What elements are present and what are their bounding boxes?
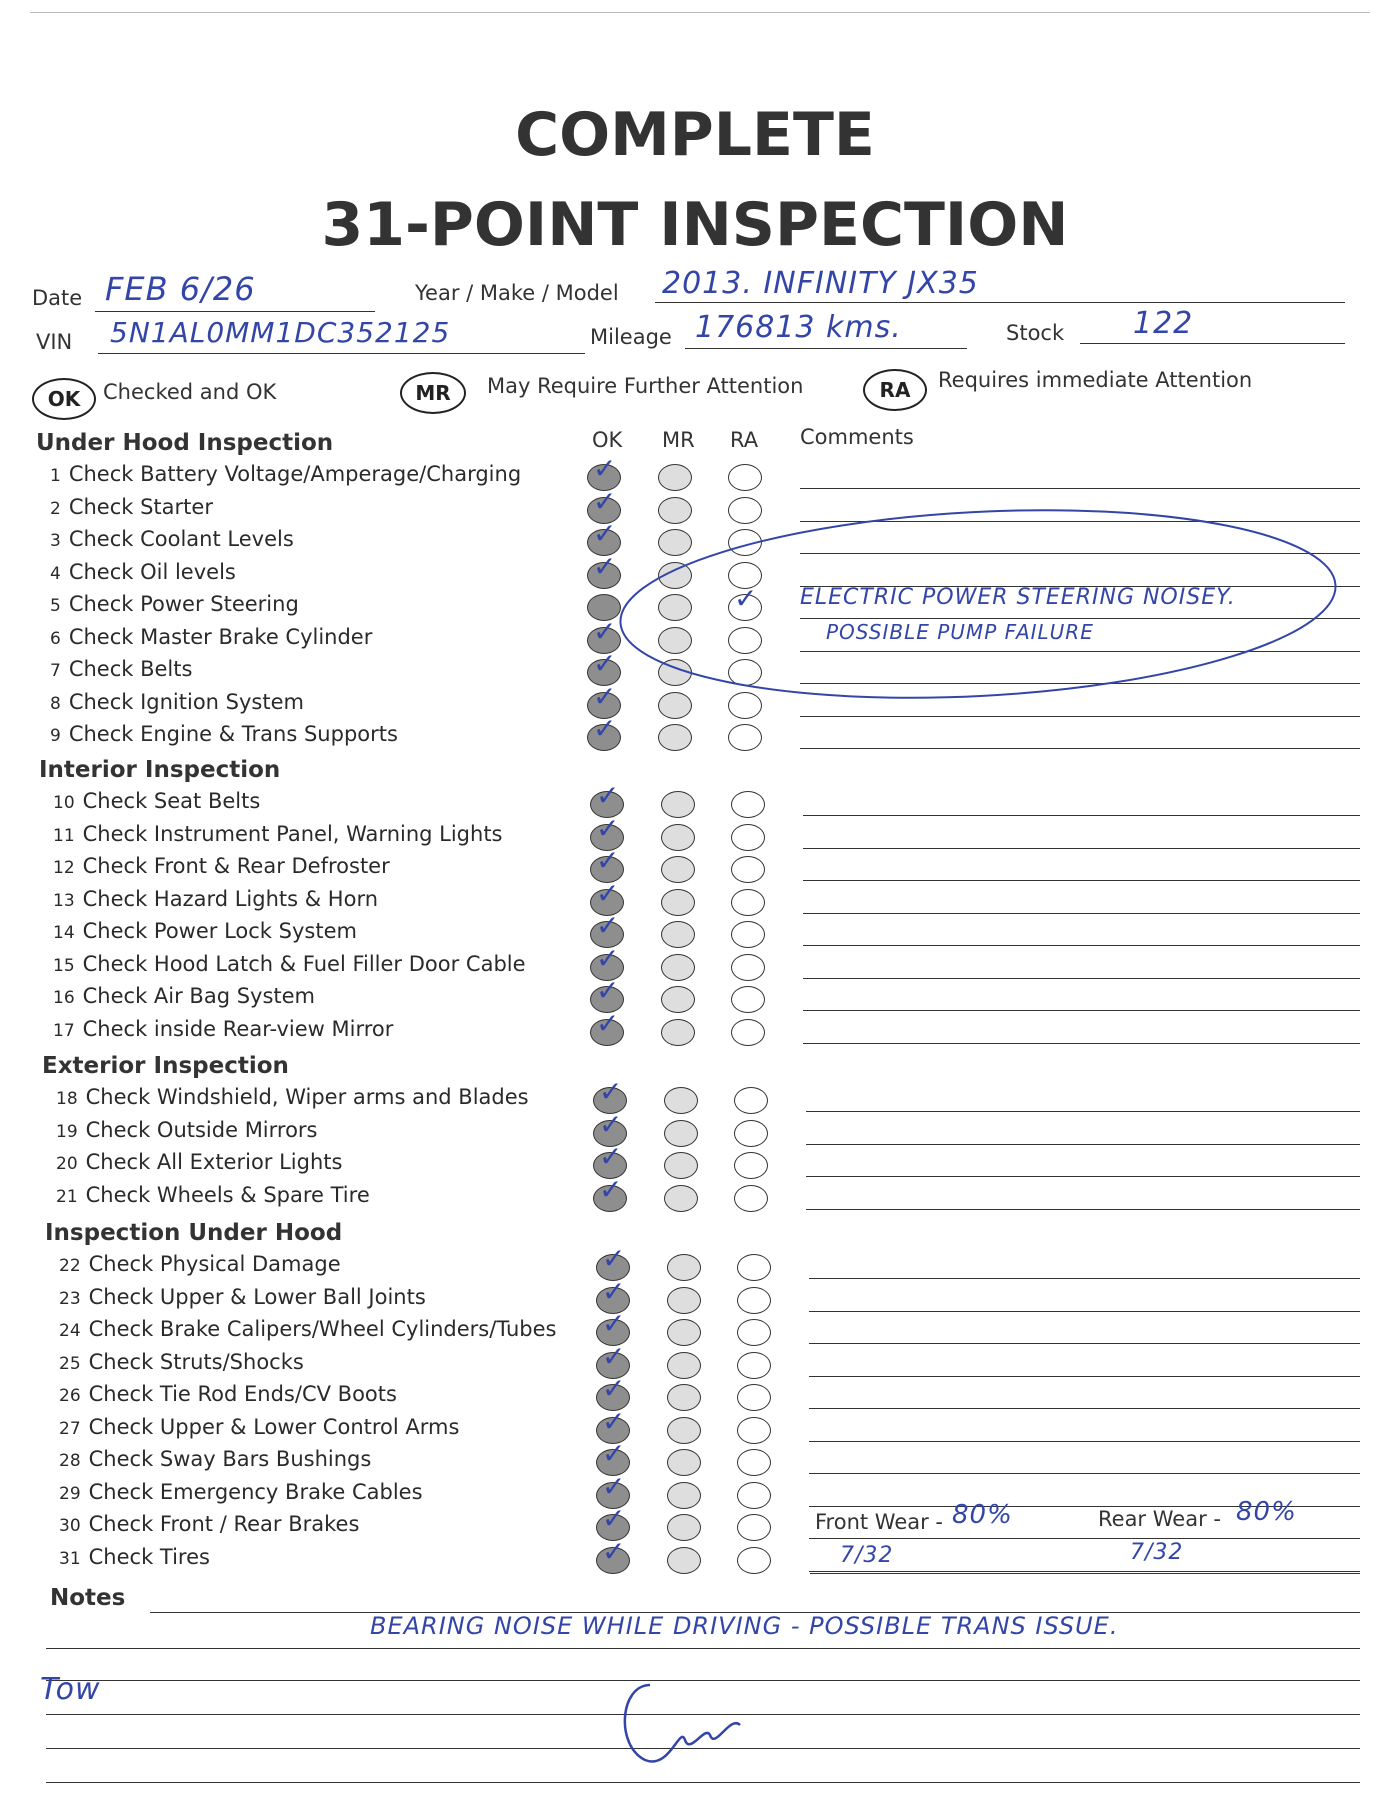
check-icon: ✓ [602, 1404, 626, 1438]
check-icon: ✓ [596, 974, 620, 1007]
ra-radio[interactable] [737, 1319, 771, 1346]
checklist-item [59, 1350, 304, 1374]
checklist-item [50, 657, 192, 681]
item-label: Check Hood Latch & Fuel Filler Door Cable [82, 951, 526, 976]
ra-radio[interactable] [731, 921, 765, 948]
mr-radio[interactable] [667, 1482, 701, 1509]
ra-radio[interactable] [734, 1120, 768, 1147]
check-icon: ✓ [596, 909, 620, 942]
check-icon: ✓ [596, 876, 620, 910]
check-icon: ✓ [599, 1075, 623, 1108]
item-label: Check Oil levels [68, 559, 236, 584]
checklist-item [59, 1415, 459, 1439]
checklist-item [50, 625, 372, 649]
mr-radio[interactable] [661, 824, 695, 851]
ra-radio[interactable] [731, 791, 765, 818]
comment-line[interactable] [809, 1571, 1360, 1572]
check-icon: ✓ [593, 614, 617, 648]
check-icon: ✓ [602, 1372, 626, 1405]
column-mr-header: MR [662, 428, 695, 452]
item-number: 3 [50, 531, 61, 551]
check-icon: ✓ [596, 779, 620, 812]
item-label: Check Hazard Lights & Horn [82, 886, 379, 911]
item-label: Check Brake Calipers/Wheel Cylinders/Tubes [88, 1317, 557, 1341]
item-number: 24 [59, 1321, 81, 1341]
checklist-item [59, 1480, 423, 1504]
mr-radio[interactable] [667, 1547, 701, 1574]
check-icon: ✓ [602, 1307, 626, 1340]
mr-radio[interactable] [658, 724, 692, 751]
comment-line[interactable] [806, 1209, 1360, 1210]
mileage-underline [685, 348, 967, 349]
item-label: Check Wheels & Spare Tire [85, 1182, 370, 1207]
comment-line[interactable] [803, 1043, 1360, 1044]
item-label: Check Battery Voltage/Amperage/Charging [68, 462, 522, 486]
mr-radio[interactable] [658, 464, 692, 491]
mr-radio[interactable] [664, 1185, 698, 1212]
check-icon: ✓ [593, 517, 617, 550]
mr-radio[interactable] [667, 1384, 701, 1411]
date-value[interactable]: FEB 6/26 [105, 270, 256, 308]
mr-radio[interactable] [661, 1019, 695, 1046]
section-title: Inspection Under Hood [45, 1220, 343, 1246]
item-number: 19 [56, 1121, 78, 1142]
comment-line[interactable] [803, 880, 1360, 881]
checklist-item [56, 1150, 342, 1174]
comment-line[interactable] [809, 1408, 1360, 1409]
comment-line-2[interactable]: POSSIBLE PUMP FAILURE [826, 620, 1094, 644]
item-number: 13 [53, 890, 75, 911]
legend-ok-badge: OK [32, 378, 96, 420]
item-number: 6 [50, 628, 61, 649]
mileage-label: Mileage [590, 325, 672, 349]
item-label: Check Windshield, Wiper arms and Blades [85, 1085, 529, 1109]
item-number: 21 [56, 1186, 78, 1207]
check-icon: ✓ [596, 941, 620, 975]
item-number: 10 [53, 793, 75, 813]
wear-underline [810, 1573, 1360, 1574]
check-icon: ✓ [593, 484, 617, 518]
item-number: 17 [53, 1020, 75, 1041]
check-icon: ✓ [602, 1242, 626, 1275]
checklist-item [50, 592, 299, 616]
ra-radio[interactable] [737, 1352, 771, 1379]
item-label: Check Engine & Trans Supports [68, 722, 398, 746]
notes-initials[interactable]: Tow [40, 1672, 101, 1707]
ra-radio[interactable] [728, 724, 762, 751]
section-title: Under Hood Inspection [36, 430, 334, 456]
check-icon: ✓ [593, 679, 617, 713]
item-number: 28 [59, 1451, 81, 1471]
mr-radio[interactable] [667, 1417, 701, 1444]
ymm-value[interactable]: 2013. INFINITY JX35 [662, 266, 979, 301]
mr-radio[interactable] [664, 1152, 698, 1179]
column-ok-header: OK [592, 428, 623, 452]
comment-line[interactable] [809, 1441, 1360, 1442]
front-wear-label: Front Wear - [815, 1510, 943, 1534]
comment-line[interactable] [803, 945, 1360, 946]
comment-line-1[interactable]: ELECTRIC POWER STEERING NOISEY. [800, 585, 1236, 610]
section-title: Exterior Inspection [42, 1053, 289, 1079]
check-icon: ✓ [596, 1006, 620, 1040]
check-icon: ✓ [602, 1339, 626, 1373]
comment-line[interactable] [806, 1144, 1360, 1145]
item-number: 16 [53, 988, 75, 1008]
date-underline [95, 311, 375, 312]
item-number: 23 [59, 1288, 81, 1309]
mr-radio[interactable] [667, 1449, 701, 1476]
rear-wear-value[interactable]: 80% [1236, 1497, 1297, 1527]
ymm-label: Year / Make / Model [415, 281, 619, 305]
item-label: Check Belts [68, 657, 193, 681]
check-icon: ✓ [593, 712, 617, 745]
stock-value[interactable]: 122 [1133, 306, 1194, 341]
item-number: 11 [53, 825, 75, 846]
check-icon: ✓ [602, 1534, 626, 1568]
comment-line[interactable] [803, 913, 1360, 914]
item-label: Check Power Lock System [82, 919, 357, 943]
comment-line[interactable] [800, 716, 1360, 717]
item-label: Check Emergency Brake Cables [88, 1479, 423, 1504]
item-label: Check Instrument Panel, Warning Lights [82, 821, 503, 846]
item-label: Check Ignition System [68, 689, 304, 714]
item-number: 9 [50, 726, 61, 746]
comment-line[interactable] [803, 848, 1360, 849]
item-number: 7 [50, 661, 61, 681]
item-number: 14 [53, 923, 75, 943]
item-label: Check Struts/Shocks [88, 1349, 304, 1374]
checklist-item [56, 1085, 529, 1109]
ra-radio[interactable] [731, 889, 765, 916]
item-number: 26 [59, 1386, 81, 1406]
ra-radio[interactable] [731, 1019, 765, 1046]
ra-radio[interactable] [737, 1254, 771, 1281]
front-wear-measure[interactable]: 7/32 [840, 1543, 894, 1568]
mr-radio[interactable] [667, 1254, 701, 1281]
comment-line[interactable] [809, 1376, 1360, 1377]
ra-radio[interactable] [737, 1482, 771, 1509]
rear-wear-measure[interactable]: 7/32 [1130, 1540, 1184, 1565]
checklist-item [53, 952, 526, 976]
check-icon: ✓ [596, 811, 620, 845]
checklist-item [50, 722, 398, 746]
mr-radio[interactable] [667, 1514, 701, 1541]
checklist-item [50, 560, 236, 584]
stock-underline [1080, 343, 1345, 344]
mr-radio[interactable] [661, 954, 695, 981]
item-label: Check Seat Belts [82, 789, 261, 813]
comment-line[interactable] [809, 1538, 1360, 1539]
item-number: 8 [50, 693, 61, 714]
checklist-item [53, 854, 390, 878]
comment-line[interactable] [800, 748, 1360, 749]
legend-ra-text: Requires immediate Attention [938, 368, 1253, 392]
comment-line[interactable] [809, 1278, 1360, 1279]
check-icon: ✓ [599, 1172, 623, 1206]
ra-radio[interactable] [737, 1514, 771, 1541]
column-comments-header: Comments [800, 425, 914, 449]
ra-radio[interactable] [734, 1087, 768, 1114]
ra-radio[interactable] [737, 1417, 771, 1444]
ra-radio[interactable] [731, 954, 765, 981]
checklist-item [53, 789, 260, 813]
ra-radio[interactable] [737, 1384, 771, 1411]
checklist-item [59, 1447, 371, 1471]
form-title-line1: COMPLETE [515, 100, 875, 170]
item-label: Check Upper & Lower Control Arms [88, 1414, 460, 1439]
date-label: Date [32, 286, 83, 310]
ra-radio[interactable] [731, 856, 765, 883]
ra-radio[interactable] [737, 1287, 771, 1314]
item-label: Check Tires [88, 1544, 210, 1569]
checklist-item [50, 462, 521, 486]
check-icon: ✓ [734, 582, 758, 615]
checklist-item [53, 822, 503, 846]
check-icon: ✓ [599, 1140, 623, 1173]
checklist-item [59, 1252, 341, 1276]
item-label: Check Master Brake Cylinder [68, 624, 373, 649]
mr-radio[interactable] [661, 986, 695, 1013]
item-number: 12 [53, 858, 75, 878]
notes-label: Notes [50, 1585, 126, 1611]
item-number: 4 [50, 563, 61, 584]
comment-line[interactable] [806, 1111, 1360, 1112]
comment-line[interactable] [806, 1176, 1360, 1177]
ra-radio[interactable] [734, 1185, 768, 1212]
rear-wear-label: Rear Wear - [1098, 1507, 1221, 1531]
comment-line[interactable] [803, 1010, 1360, 1011]
item-number: 5 [50, 596, 61, 616]
ra-radio[interactable] [734, 1152, 768, 1179]
comment-line[interactable] [809, 1311, 1360, 1312]
item-number: 1 [50, 466, 61, 486]
mr-radio[interactable] [667, 1287, 701, 1314]
check-icon: ✓ [602, 1502, 626, 1535]
legend-ra-badge: RA [863, 369, 927, 411]
checklist-item [59, 1512, 359, 1536]
check-icon: ✓ [602, 1469, 626, 1503]
comment-line[interactable] [800, 488, 1360, 489]
checklist-item [53, 984, 315, 1008]
notes-text-line-1[interactable]: BEARING NOISE WHILE DRIVING - POSSIBLE TRANS ISSUE. [370, 1612, 1119, 1640]
item-label: Check Tie Rod Ends/CV Boots [88, 1382, 397, 1406]
item-number: 18 [56, 1089, 78, 1109]
ra-radio[interactable] [728, 464, 762, 491]
checklist-item [56, 1183, 370, 1207]
checklist-item [50, 690, 304, 714]
form-title-line2: 31-POINT INSPECTION [321, 190, 1069, 260]
item-label: Check Sway Bars Bushings [88, 1447, 372, 1471]
item-label: Check Coolant Levels [68, 527, 294, 551]
item-number: 27 [59, 1418, 81, 1439]
item-number: 22 [59, 1256, 81, 1276]
ra-radio[interactable] [737, 1449, 771, 1476]
mileage-value[interactable]: 176813 kms. [695, 310, 902, 345]
mr-radio[interactable] [664, 1120, 698, 1147]
item-label: Check Front & Rear Defroster [82, 854, 390, 878]
legend-mr-text: May Require Further Attention [487, 374, 804, 398]
checklist-item [50, 527, 294, 551]
ra-radio[interactable] [731, 986, 765, 1013]
item-number: 31 [59, 1548, 81, 1569]
section-title: Interior Inspection [39, 757, 281, 783]
check-icon: ✓ [602, 1437, 626, 1470]
vin-underline [98, 353, 585, 354]
legend-mr-badge: MR [400, 372, 466, 414]
item-number: 30 [59, 1516, 81, 1536]
ra-radio[interactable] [737, 1547, 771, 1574]
mr-radio[interactable] [667, 1352, 701, 1379]
checklist-item [59, 1285, 426, 1309]
checklist-item [59, 1382, 397, 1406]
check-icon: ✓ [593, 647, 617, 680]
notes-line-2 [46, 1648, 1360, 1649]
checklist-item [59, 1545, 210, 1569]
checklist-item [59, 1317, 556, 1341]
front-wear-value[interactable]: 80% [952, 1500, 1013, 1530]
vin-label: VIN [36, 330, 73, 354]
check-icon: ✓ [599, 1107, 623, 1141]
vin-value[interactable]: 5N1AL0MM1DC352125 [110, 316, 451, 349]
notes-line-6 [46, 1782, 1360, 1783]
check-icon: ✓ [596, 844, 620, 877]
mr-radio[interactable] [664, 1087, 698, 1114]
comment-line[interactable] [803, 815, 1360, 816]
item-number: 2 [50, 498, 61, 519]
checklist-item [56, 1118, 318, 1142]
item-number: 29 [59, 1483, 81, 1504]
comment-line[interactable] [809, 1343, 1360, 1344]
item-number: 15 [53, 955, 75, 976]
comment-line[interactable] [809, 1473, 1360, 1474]
column-ra-header: RA [730, 428, 759, 452]
check-icon: ✓ [593, 452, 617, 485]
comment-line[interactable] [803, 978, 1360, 979]
stock-label: Stock [1006, 321, 1065, 345]
mr-radio[interactable] [667, 1319, 701, 1346]
check-icon: ✓ [602, 1274, 626, 1308]
item-number: 25 [59, 1353, 81, 1374]
item-number: 20 [56, 1154, 78, 1174]
checklist-item [53, 919, 357, 943]
item-label: Check Outside Mirrors [85, 1117, 318, 1142]
mr-radio[interactable] [661, 889, 695, 916]
item-label: Check All Exterior Lights [85, 1150, 343, 1174]
item-label: Check inside Rear-view Mirror [82, 1016, 394, 1041]
legend-ok-text: Checked and OK [103, 380, 277, 404]
mr-radio[interactable] [661, 856, 695, 883]
check-icon: ✓ [593, 549, 617, 583]
signature-icon [610, 1665, 750, 1775]
item-label: Check Starter [68, 494, 213, 519]
ymm-underline [655, 302, 1345, 303]
item-label: Check Power Steering [68, 592, 299, 616]
checklist-item [50, 495, 213, 519]
mr-radio[interactable] [661, 921, 695, 948]
item-label: Check Upper & Lower Ball Joints [88, 1284, 426, 1309]
item-label: Check Physical Damage [88, 1252, 341, 1276]
ra-radio[interactable] [731, 824, 765, 851]
item-label: Check Front / Rear Brakes [88, 1512, 360, 1536]
mr-radio[interactable] [661, 791, 695, 818]
checklist-item [53, 887, 378, 911]
checklist-item [53, 1017, 393, 1041]
page-top-border [30, 12, 1370, 13]
item-label: Check Air Bag System [82, 984, 316, 1008]
